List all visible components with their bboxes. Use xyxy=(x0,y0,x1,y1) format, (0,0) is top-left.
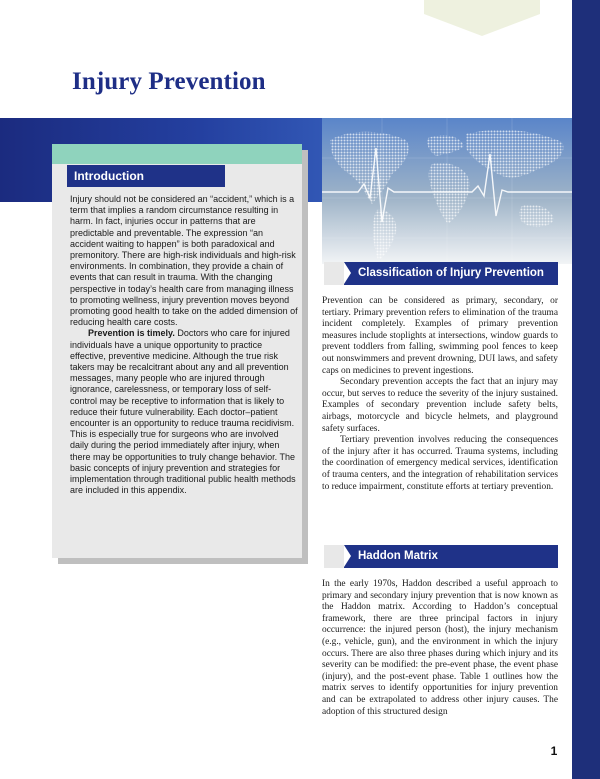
intro-accent-band xyxy=(52,144,302,164)
heading-bullet xyxy=(324,545,344,568)
classification-paragraph-3: Tertiary prevention involves reducing the consequences of the injury after it has occurred. Trauma systems, including the coordination of emergency medical services, identification of trauma centers, and the integration of rehabilitation services to reduce impairment, constitute efforts at tertiary prevention. xyxy=(322,435,558,492)
heading-bullet xyxy=(324,262,344,285)
intro-paragraph-2-text: Doctors who care for injured individuals have a unique opportunity to practice effective, preventive medicine. Although the true risk takers may be recalcitrant about any and all prevention messages, many people who are injured through ignorance, carelessness, or temporary loss of self-control may be receptive to information that is likely to reduce their future vulnerability. Each doctor–patient encounter is an opportunity to reduce trauma recidivism. This is especially true for surgeons who are involved daily during the period immediately after injury, when there may be opportunities to truly change behavior. The basic concepts of injury prevention and strategies for implementation through traditional public health methods are included in this appendix. xyxy=(70,328,296,496)
haddon-body xyxy=(322,579,558,718)
heading-bar-notch xyxy=(344,545,351,567)
introduction-heading: Introduction xyxy=(67,165,225,187)
classification-heading: Classification of Injury Prevention xyxy=(358,267,544,279)
classification-heading-bar xyxy=(324,262,558,285)
right-edge-strip xyxy=(572,0,600,779)
heading-bar-notch xyxy=(344,262,351,284)
haddon-heading-bar xyxy=(324,545,558,568)
intro-paragraph-2-lead: Prevention is timely. xyxy=(88,328,175,339)
world-map-image xyxy=(322,118,572,264)
introduction-box xyxy=(52,144,302,558)
introduction-body xyxy=(70,194,298,496)
haddon-heading: Haddon Matrix xyxy=(358,550,438,562)
classification-paragraph-1: Prevention can be considered as primary, secondary, or tertiary. Primary prevention refers to elimination of the trauma incident completely. Examples of primary prevention measures include stoplights at intersections, window guards to prevent toddlers from falling, swimming pool fences to keep out nonswimmers and prevent drowning, DUI laws, and safety caps on medicines to prevent ingestions. xyxy=(322,296,558,376)
haddon-paragraph-1: In the early 1970s, Haddon described a useful approach to primary and secondary injury prevention that is now known as the Haddon matrix. According to Haddon’s conceptual framework, there are three principal factors in injury occurrence: the injured person (host), the injury mechanism (e.g., vehicle, gun), and the environment in which the injury occurs. There are also three phases during which injury and its severity can be modified: the pre-event phase, the event phase (injury), and the post-event phase. Table 1 outlines how the matrix serves to identify opportunities for injury prevention and can be extrapolated to address other injury causes. The adoption of this structured design xyxy=(322,579,558,717)
classification-body xyxy=(322,296,558,493)
intro-paragraph-2 xyxy=(70,328,298,496)
top-corner-tab xyxy=(424,0,540,36)
intro-paragraph-1: Injury should not be considered an “accident,” which is a term that implies a random circumstance resulting in harm. In fact, injuries occur in patterns that are predictable and preventable. The expression “an accident waiting to happen” is both paradoxical and premonitory. There are high-risk individuals and high-risk environments. In combination, they provide a chain of events that can result in trauma. With the changing perspective in today’s health care from managing illness to promoting wellness, injury prevention moves beyond promoting good health to take on the added dimension of reducing health care costs. xyxy=(70,194,298,328)
classification-paragraph-2: Secondary prevention accepts the fact that an injury may occur, but serves to reduce the severity of the injury sustained. Examples of secondary prevention include safety belts, airbags, motorcycle and bicycle helmets, and playground safety surfaces. xyxy=(322,377,558,434)
page-title: Injury Prevention xyxy=(72,68,266,95)
page-number: 1 xyxy=(550,744,558,758)
